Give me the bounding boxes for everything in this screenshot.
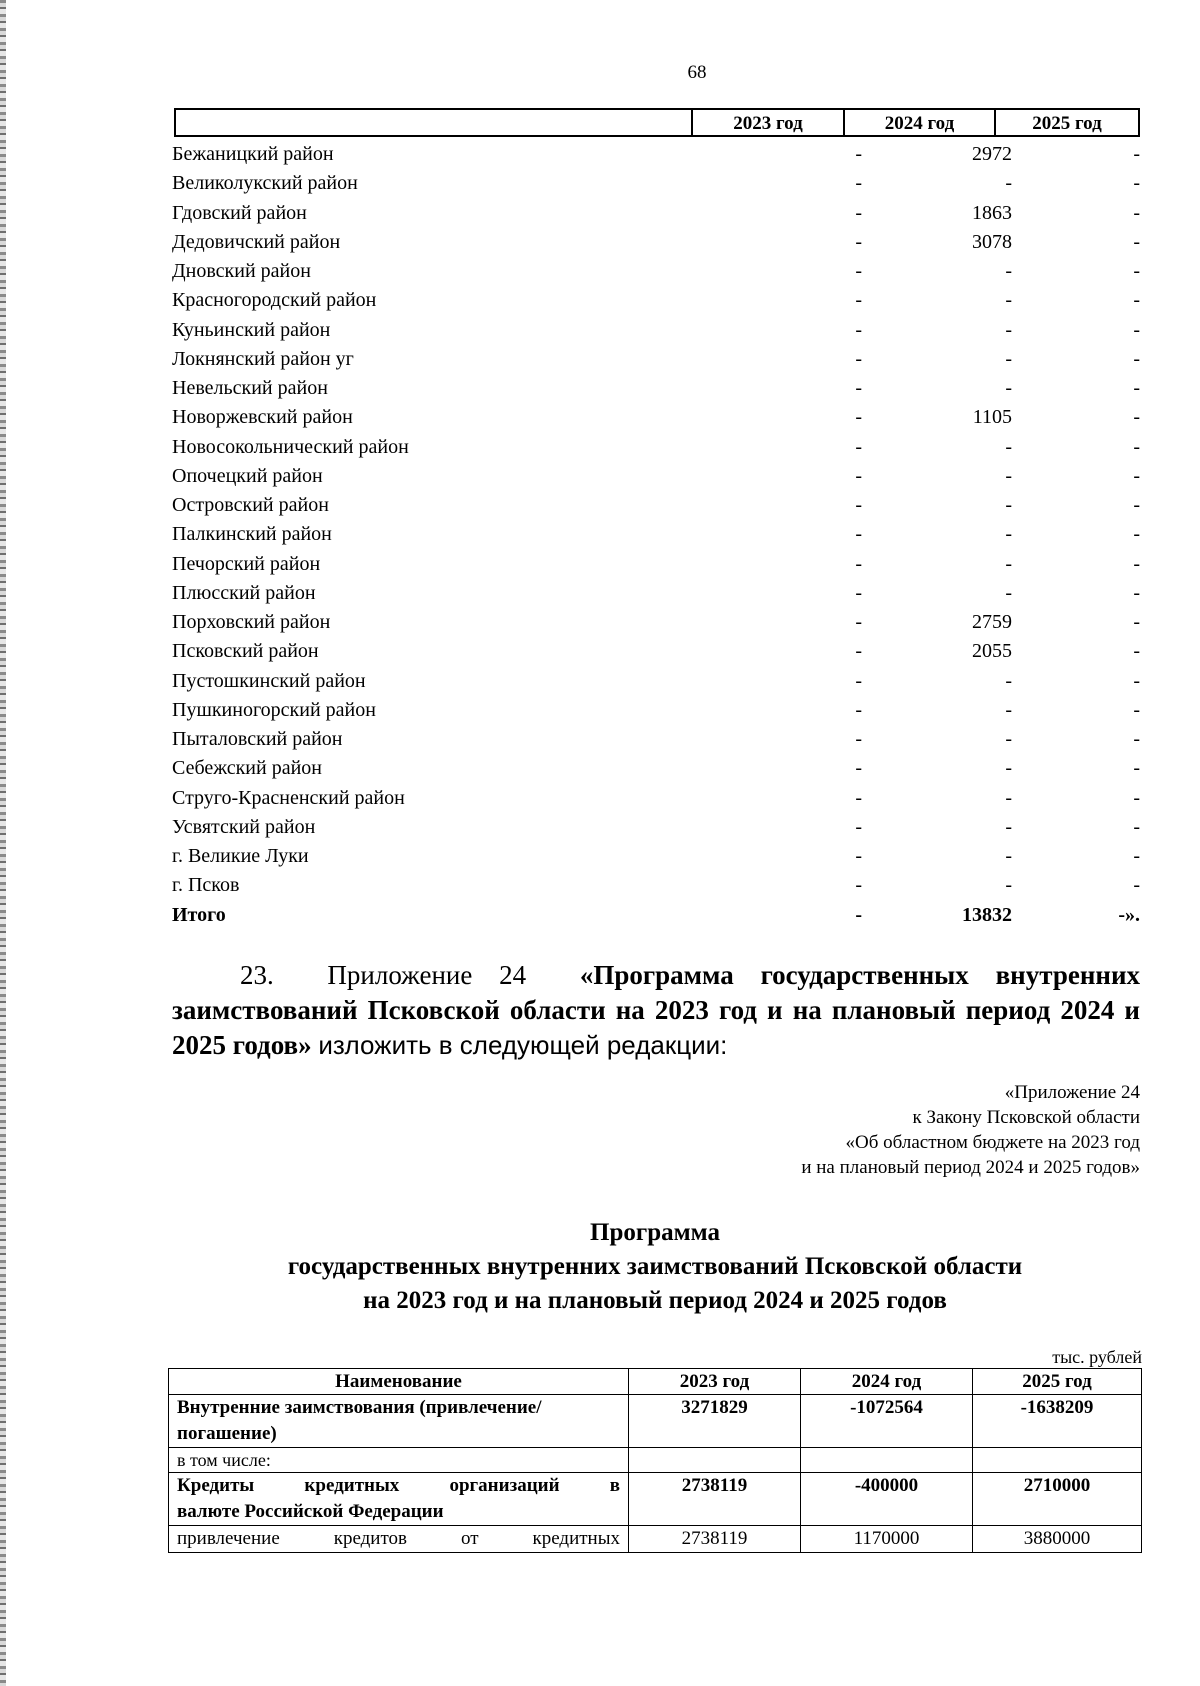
value-2023: -	[855, 377, 862, 399]
header-2024: 2024 год	[801, 1369, 973, 1395]
value-2024: -	[1005, 172, 1012, 195]
table-row	[169, 1526, 1142, 1553]
value-2023: -	[855, 757, 862, 780]
value-2023: -	[855, 552, 862, 575]
value-2024: -	[1005, 669, 1012, 692]
district-name: Локнянский район уг	[172, 347, 354, 370]
value-2025: -	[1133, 260, 1140, 282]
district-name: Бежаницкий район	[172, 143, 334, 165]
amendment-paragraph	[172, 958, 1140, 1063]
value-2024: -	[1005, 581, 1012, 604]
value-2023: -	[855, 464, 862, 487]
scan-edge	[0, 0, 6, 1686]
table-row	[172, 871, 1140, 900]
table-row	[172, 257, 1140, 286]
annex-line-4: и на плановый период 2024 и 2025 годов»	[801, 1157, 1140, 1178]
value-2024: -	[1005, 845, 1012, 867]
value-2023: 2738119	[629, 1526, 801, 1553]
district-name: Усвятский район	[172, 815, 316, 838]
district-name: Куньинский район	[172, 318, 331, 341]
value-2023: -	[855, 406, 862, 429]
value-2025: -	[1133, 201, 1140, 224]
table-row	[169, 1395, 1142, 1448]
total-2025: -».	[1118, 903, 1140, 926]
table-row	[172, 374, 1140, 403]
value-2025: -	[1133, 552, 1140, 575]
paragraph-tail: изложить в следующей редакции:	[318, 1030, 728, 1060]
district-name: Пушкиногорский район	[172, 698, 376, 721]
value-2025: -	[1133, 845, 1140, 867]
value-2025: -	[1133, 757, 1140, 780]
row-name-line-1: Кредиты кредитных организаций в	[177, 1475, 620, 1496]
district-name: Невельский район	[172, 377, 328, 399]
table-row	[172, 491, 1140, 520]
value-2023: -	[855, 172, 862, 195]
table1-header-2025: 2025 год	[994, 110, 1138, 135]
table-row	[169, 1448, 1142, 1473]
table-row	[172, 579, 1140, 608]
value-2025: -	[1133, 669, 1140, 692]
value-2023: -	[855, 698, 862, 721]
page-number: 68	[687, 62, 707, 83]
table1-header	[174, 108, 1140, 137]
table-row	[172, 403, 1140, 432]
value-2024: -	[1005, 523, 1012, 546]
value-2024: -400000	[801, 1473, 973, 1526]
value-2024: -	[1005, 377, 1012, 399]
value-2025: -	[1133, 406, 1140, 429]
value-2024: -	[1005, 757, 1012, 780]
value-2024: -	[1005, 435, 1012, 458]
value-2025: -	[1133, 435, 1140, 458]
district-name: Красногородский район	[172, 289, 377, 312]
value-2024: -	[1005, 289, 1012, 312]
table-row	[172, 725, 1140, 754]
total-2024: 13832	[962, 903, 1012, 926]
district-name: Гдовский район	[172, 201, 307, 224]
table-row	[172, 228, 1140, 257]
program-title-3: на 2023 год и на плановый период 2024 и 2025 годов	[363, 1287, 947, 1314]
value-2023: 3271829	[629, 1395, 801, 1448]
value-2025: -	[1133, 143, 1140, 165]
value-2023: -	[855, 815, 862, 838]
value-2023: -	[855, 581, 862, 604]
value-2025: -	[1133, 581, 1140, 604]
annex-line-1: «Приложение 24	[1004, 1082, 1140, 1103]
value-2024: 2759	[972, 611, 1012, 633]
value-2025: -	[1133, 698, 1140, 721]
value-2024: 1170000	[801, 1526, 973, 1553]
value-2023: -	[855, 347, 862, 370]
row-name: в том числе:	[169, 1448, 629, 1473]
value-2025: -	[1133, 464, 1140, 487]
value-2024: -	[1005, 815, 1012, 838]
header-name: Наименование	[169, 1369, 629, 1395]
table-row	[172, 316, 1140, 345]
value-2025: 3880000	[973, 1526, 1142, 1553]
value-2025: -	[1133, 815, 1140, 838]
value-2025: -1638209	[973, 1395, 1142, 1448]
paragraph-number: 23.	[240, 960, 274, 990]
value-2025: -	[1133, 230, 1140, 253]
value-2025: -	[1133, 786, 1140, 809]
value-2023: -	[855, 786, 862, 809]
value-2025: -	[1133, 640, 1140, 663]
value-2024: 2055	[972, 640, 1012, 663]
district-name: Псковский район	[172, 640, 319, 663]
table-row	[172, 842, 1140, 871]
value-2024: 1105	[972, 406, 1012, 429]
district-name: Пыталовский район	[172, 728, 343, 750]
annex-line-2: к Закону Псковской области	[912, 1107, 1140, 1128]
value-2025: -	[1133, 523, 1140, 546]
value-2025: -	[1133, 318, 1140, 341]
district-name: Порховский район	[172, 611, 331, 633]
value-2025: 2710000	[973, 1473, 1142, 1526]
value-2024: -	[1005, 728, 1012, 750]
value-2023: -	[855, 435, 862, 458]
value-2023: -	[855, 728, 862, 750]
table-row	[172, 754, 1140, 783]
paragraph-text	[172, 958, 1140, 1063]
value-2024: -	[1005, 318, 1012, 341]
value-2023: -	[855, 640, 862, 663]
district-name: Пустошкинский район	[172, 669, 366, 692]
table-row	[172, 286, 1140, 315]
total-2023: -	[855, 903, 862, 926]
district-name: Палкинский район	[172, 523, 332, 546]
table-row	[172, 433, 1140, 462]
table-row	[172, 462, 1140, 491]
table-row	[172, 667, 1140, 696]
value-2024: -	[1005, 494, 1012, 516]
value-2024: 3078	[972, 230, 1012, 253]
value-2024: -	[1005, 464, 1012, 487]
table-row	[172, 345, 1140, 374]
district-name: Великолукский район	[172, 172, 358, 195]
row-name: Внутренние заимствования (привлечение/погашение)	[169, 1395, 629, 1448]
table-row	[172, 550, 1140, 579]
value-2025: -	[1133, 347, 1140, 370]
table-row	[172, 696, 1140, 725]
value-2023: -	[855, 289, 862, 312]
value-2023: -	[855, 874, 862, 897]
header-2025: 2025 год	[973, 1369, 1142, 1395]
value-2023: -	[855, 669, 862, 692]
value-2024: -	[1005, 698, 1012, 721]
district-name: Себежский район	[172, 757, 322, 780]
value-2023: -	[855, 611, 862, 633]
district-name: г. Псков	[172, 874, 240, 897]
table-header-row	[169, 1369, 1142, 1395]
total-row	[172, 901, 1140, 930]
value-2025: -	[1133, 874, 1140, 897]
value-2025: -	[1133, 728, 1140, 750]
value-2023: -	[855, 523, 862, 546]
row-name	[169, 1473, 629, 1526]
program-title	[130, 1216, 1180, 1318]
table-row	[172, 637, 1140, 666]
value-2024: -	[1005, 260, 1012, 282]
district-name: Струго-Красненский район	[172, 786, 405, 809]
value-2024	[801, 1448, 973, 1473]
district-name: Новоржевский район	[172, 406, 353, 429]
table-row	[172, 813, 1140, 842]
units-label: тыс. рублей	[1052, 1347, 1142, 1367]
paragraph-bold-title: «Программа государственных внутренних заимствований Псковской области на 2023 год и на плановый период 2024 и 2025 годов»	[172, 960, 1140, 1060]
table-row	[172, 608, 1140, 637]
district-name: Плюсский район	[172, 581, 316, 604]
table-row	[172, 140, 1140, 169]
district-name: Опочецкий район	[172, 464, 323, 487]
table1-header-2024: 2024 год	[843, 110, 994, 135]
value-2025: -	[1133, 289, 1140, 312]
borrowing-table	[168, 1368, 1142, 1553]
annex-note	[600, 1080, 1140, 1180]
total-label: Итого	[172, 903, 226, 926]
value-2025: -	[1133, 494, 1140, 516]
value-2023: -	[855, 230, 862, 253]
value-2023: -	[855, 845, 862, 867]
value-2025	[973, 1448, 1142, 1473]
table-row	[172, 199, 1140, 228]
header-2023: 2023 год	[629, 1369, 801, 1395]
value-2023: -	[855, 143, 862, 165]
paragraph-lead: Приложение 24	[327, 960, 527, 990]
table1-header-empty	[176, 110, 691, 135]
value-2025: -	[1133, 172, 1140, 195]
district-name: Дедовичский район	[172, 230, 341, 253]
value-2023	[629, 1448, 801, 1473]
value-2024: -	[1005, 347, 1012, 370]
district-name: Дновский район	[172, 260, 311, 282]
value-2023: -	[855, 494, 862, 516]
value-2024: 1863	[972, 201, 1012, 224]
value-2023: -	[855, 318, 862, 341]
value-2024: 2972	[972, 143, 1012, 165]
table-row	[172, 169, 1140, 198]
value-2023: -	[855, 201, 862, 224]
value-2024: -	[1005, 786, 1012, 809]
table1-body	[172, 140, 1140, 930]
district-name: Печорский район	[172, 552, 321, 575]
annex-line-3: «Об областном бюджете на 2023 год	[845, 1132, 1140, 1153]
row-name-line-2: валюте Российской Федерации	[177, 1501, 444, 1522]
value-2023: 2738119	[629, 1473, 801, 1526]
table-row	[169, 1473, 1142, 1526]
table-row	[172, 784, 1140, 813]
value-2024: -1072564	[801, 1395, 973, 1448]
district-name: Новосокольнический район	[172, 435, 409, 458]
table-row	[172, 520, 1140, 549]
value-2024: -	[1005, 874, 1012, 897]
program-title-1: Программа	[590, 1219, 720, 1246]
value-2024: -	[1005, 552, 1012, 575]
value-2025: -	[1133, 611, 1140, 633]
program-title-2: государственных внутренних заимствований Псковской области	[287, 1253, 1023, 1280]
value-2025: -	[1133, 377, 1140, 399]
district-name: г. Великие Луки	[172, 845, 309, 867]
table1-header-2023: 2023 год	[691, 110, 843, 135]
row-name: привлечение кредитов от кредитных	[169, 1526, 629, 1553]
value-2023: -	[855, 260, 862, 282]
district-name: Островский район	[172, 494, 329, 516]
